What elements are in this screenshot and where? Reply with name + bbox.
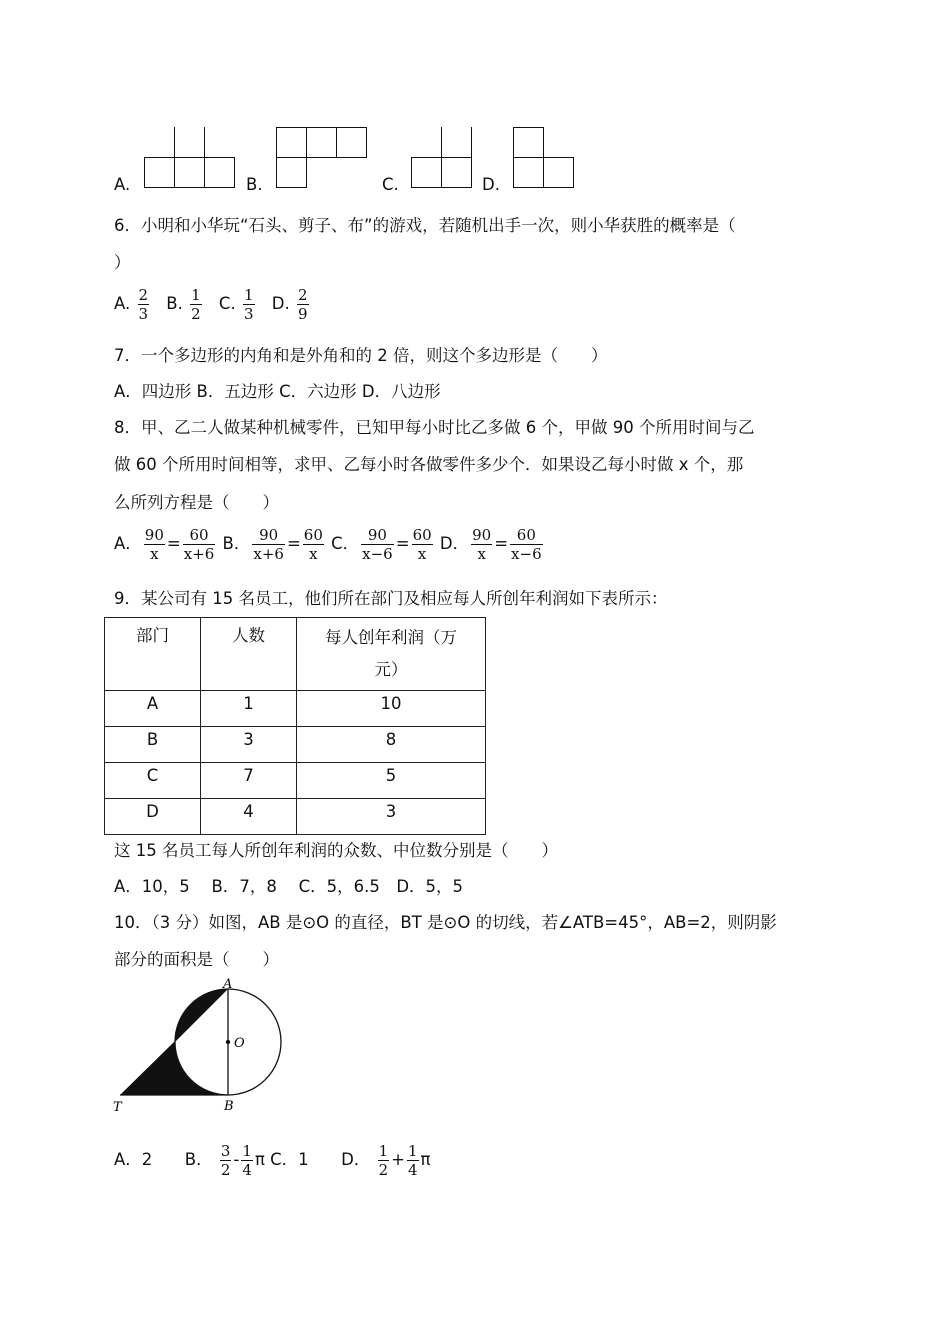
table-row <box>105 763 486 799</box>
q6-option-b: B. $\frac{1}{2}$ <box>166 286 201 323</box>
q9-after: 这 15 名员工每人所创年利润的众数、中位数分别是（ ） <box>114 841 558 860</box>
table-row <box>105 691 486 727</box>
q6-option-c: C. $\frac{1}{3}$ <box>218 286 254 323</box>
table-row <box>105 727 486 763</box>
table-cell: 10 <box>297 691 486 727</box>
table-cell: 3 <box>297 799 486 835</box>
table-cell: B <box>105 727 201 763</box>
q8-stem-line2: 做 60 个所用时间相等，求甲、乙每小时各做零件多少个．如果设乙每小时做 x 个，那 <box>114 455 744 474</box>
q5-option-a-label: A. <box>114 175 131 194</box>
q8-option-b: B． $\frac{90}{x+6}$ = $\frac{60}{x}$ <box>222 526 323 563</box>
table-cell: 5 <box>297 763 486 799</box>
q9-stem: 9．某公司有 15 名员工，他们所在部门及相应每人所创年利润如下表所示： <box>114 589 668 608</box>
table-header-cell: 部门 <box>105 618 201 691</box>
table-header-cell: 人数 <box>201 618 297 691</box>
q5-figure-d <box>513 127 579 189</box>
table-cell: 8 <box>297 727 486 763</box>
q6-options <box>114 286 311 323</box>
table-header-cell: 每人创年利润（万 元） <box>297 618 486 691</box>
q8-options <box>114 526 545 563</box>
q8-option-d: D． $\frac{90}{x}$ = $\frac{60}{x-6}$ <box>439 526 542 563</box>
q5-figure-b <box>276 127 372 189</box>
q8-stem-line3: 么所列方程是（ ） <box>114 493 279 512</box>
q6-option-a: A. $\frac{2}{3}$ <box>114 286 149 323</box>
q6-stem-line2: ） <box>114 253 131 272</box>
q8-stem-line1: 8．甲、乙二人做某种机械零件，已知甲每小时比乙多做 6 个，甲做 90 个所用时间与乙 <box>114 418 755 437</box>
table-cell: D <box>105 799 201 835</box>
label-b: B <box>224 1099 234 1114</box>
q10-option-a: A．2 <box>114 1150 153 1169</box>
q7-options: A．四边形 B．五边形 C．六边形 D．八边形 <box>114 382 441 401</box>
q8-option-c: C． $\frac{90}{x-6}$ = $\frac{60}{x}$ <box>331 526 432 563</box>
table-cell: 3 <box>201 727 297 763</box>
q8-option-a: A． $\frac{90}{x}$ = $\frac{60}{x+6}$ <box>114 526 215 563</box>
q10-options <box>114 1142 430 1179</box>
table-header-row <box>105 618 486 691</box>
table-row <box>105 799 486 835</box>
label-o: O <box>234 1036 245 1051</box>
q6-option-d: D. $\frac{2}{9}$ <box>271 286 308 323</box>
label-t: T <box>113 1100 122 1115</box>
q5-option-d-label: D. <box>482 175 500 194</box>
table-cell: 1 <box>201 691 297 727</box>
q5-option-c-label: C. <box>382 175 399 194</box>
q10-option-b: B． $\frac{3}{2}$ - $\frac{1}{4}$ π <box>184 1142 265 1179</box>
profit-table <box>104 617 486 835</box>
center-dot <box>226 1040 230 1044</box>
q9-options: A．10，5 B．7，8 C．5，6.5 D．5，5 <box>114 877 464 896</box>
label-a: A <box>223 977 233 992</box>
q5-option-b-label: B. <box>246 175 263 194</box>
q6-stem-line1: 6．小明和小华玩“石头、剪子、布”的游戏，若随机出手一次，则小华获胜的概率是（ <box>114 216 736 235</box>
q7-stem: 7．一个多边形的内角和是外角和的 2 倍，则这个多边形是（ ） <box>114 346 608 365</box>
q10-stem-line1: 10．（3 分）如图，AB 是⊙O 的直径，BT 是⊙O 的切线，若∠ATB=45°，AB=2，则阴影 <box>114 913 777 932</box>
q5-figure-c <box>411 127 477 189</box>
q10-option-c: C．1 <box>270 1150 309 1169</box>
table-cell: 7 <box>201 763 297 799</box>
table-cell: C <box>105 763 201 799</box>
q10-stem-line2: 部分的面积是（ ） <box>114 950 279 969</box>
circle-tangent-figure <box>110 978 290 1116</box>
table-cell: A <box>105 691 201 727</box>
q5-figure-a <box>144 127 240 189</box>
table-cell: 4 <box>201 799 297 835</box>
q10-option-d: D． $\frac{1}{2}$ + $\frac{1}{4}$ π <box>341 1142 431 1179</box>
